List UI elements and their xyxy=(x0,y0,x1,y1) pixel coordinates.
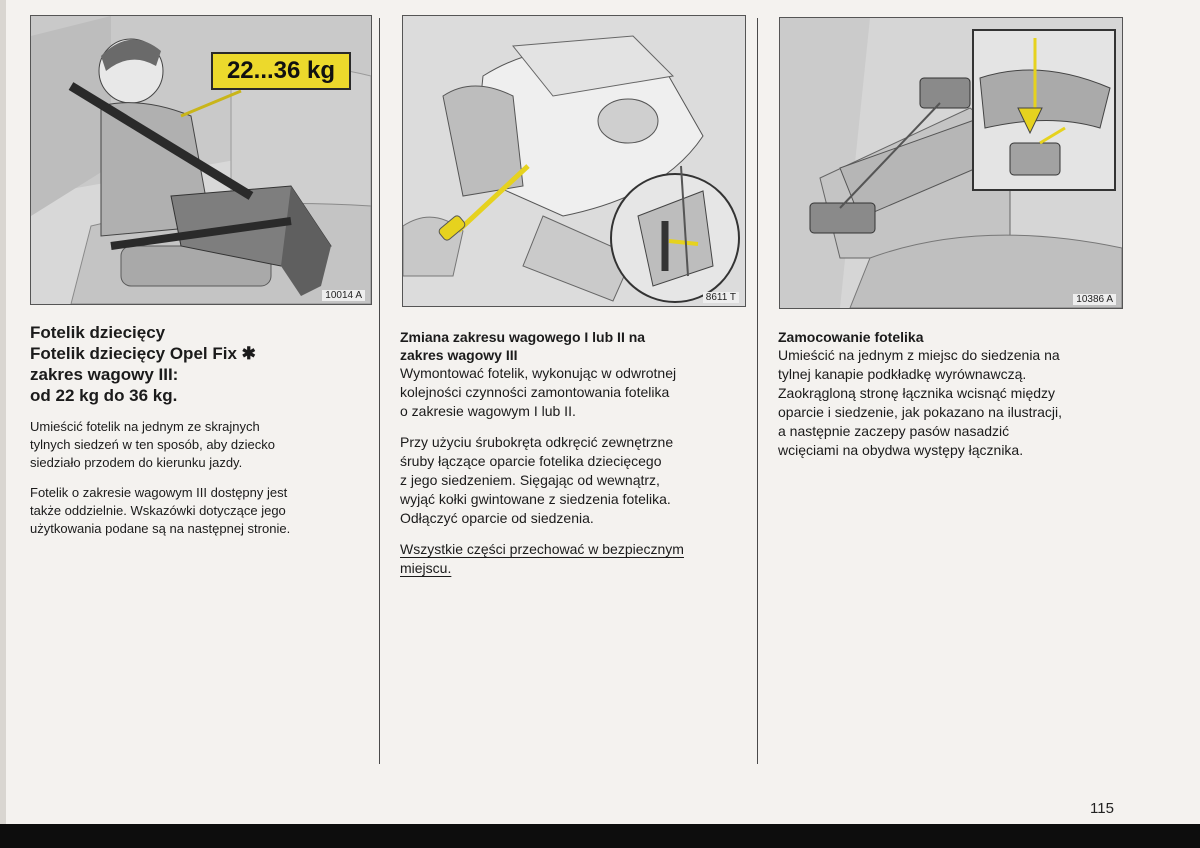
column-divider-right xyxy=(757,18,758,764)
page-number: 115 xyxy=(1090,800,1114,817)
text-line: Umieścić fotelik na jednym ze skrajnych xyxy=(30,419,260,434)
heading-line: zakres wagowy III xyxy=(400,347,518,363)
note-line: miejscu. xyxy=(400,560,452,576)
seat-connector-illustration xyxy=(780,18,1122,308)
heading-line: Fotelik dziecięcy Opel Fix ✱ xyxy=(30,344,256,363)
text-line: wcięciami na obydwa występy łącznika. xyxy=(778,442,1024,458)
scan-border xyxy=(0,824,1200,848)
paragraph-removal xyxy=(400,364,745,421)
text-line: kolejności czynności zamontowania fotelika xyxy=(400,384,670,400)
text-line: tylnej kanapie podkładkę wyrównawczą. xyxy=(778,366,1027,382)
note-line: Wszystkie części przechować w bezpiecznym xyxy=(400,541,684,557)
text-line: siedziało przodem do kierunku jazdy. xyxy=(30,455,243,470)
paragraph-mounting xyxy=(778,346,1123,460)
column-1 xyxy=(30,322,370,538)
text-line: z jego siedzeniem. Sięgając od wewnątrz, xyxy=(400,472,660,488)
figure-child-booster-seat xyxy=(30,15,372,305)
figure-screwdriver-removal xyxy=(402,15,746,307)
heading-line: zakres wagowy III: xyxy=(30,365,179,384)
weight-range-badge: 22...36 kg xyxy=(211,52,351,90)
figure-code: 8611 T xyxy=(703,292,739,303)
text-line: użytkowania podane są na następnej stronie. xyxy=(30,521,291,536)
text-line: o zakresie wagowym I lub II. xyxy=(400,403,576,419)
paragraph-placement xyxy=(30,418,370,472)
text-line: Wymontować fotelik, wykonując w odwrotnej xyxy=(400,365,677,381)
text-line: Zaokrągloną stronę łącznika wcisnąć między xyxy=(778,385,1056,401)
text-line: tylnych siedzeń w ten sposób, aby dziecko xyxy=(30,437,275,452)
heading-line: Fotelik dziecięcy xyxy=(30,323,166,342)
text-line: a następnie zaczepy pasów nasadzić xyxy=(778,423,1010,439)
text-line: wyjąć kołki gwintowane z siedzenia fotelika. xyxy=(400,491,671,507)
column-2 xyxy=(400,328,745,578)
figure-code: 10386 A xyxy=(1073,294,1116,305)
page-edge xyxy=(0,0,6,848)
text-line: także oddzielnie. Wskazówki dotyczące jego xyxy=(30,503,286,518)
paragraph-availability xyxy=(30,484,370,538)
text-line: śruby łączące oparcie fotelika dziecięcego xyxy=(400,453,662,469)
text-line: oparcie i siedzenie, jak pokazano na ilustracji, xyxy=(778,404,1063,420)
text-line: Fotelik o zakresie wagowym III dostępny jest xyxy=(30,485,288,500)
figure-seat-mounting xyxy=(779,17,1123,309)
text-line: Przy użyciu śrubokręta odkręcić zewnętrzne xyxy=(400,434,674,450)
seat-backrest-screwdriver-illustration xyxy=(403,16,745,306)
figure-code: 10014 A xyxy=(322,290,365,301)
text-line: Umieścić na jednym z miejsc do siedzenia na xyxy=(778,347,1060,363)
text-line: Odłączyć oparcie od siedzenia. xyxy=(400,510,594,526)
heading-line: od 22 kg do 36 kg. xyxy=(30,386,178,405)
section-heading-mounting: Zamocowanie fotelika xyxy=(778,329,924,345)
section-heading-booster xyxy=(30,322,370,406)
paragraph-screws xyxy=(400,433,745,528)
section-heading-weight-change xyxy=(400,328,745,364)
heading-line: Zmiana zakresu wagowego I lub II na xyxy=(400,329,646,345)
note-storage xyxy=(400,540,745,578)
column-3 xyxy=(778,328,1123,460)
column-divider-left xyxy=(379,18,380,764)
